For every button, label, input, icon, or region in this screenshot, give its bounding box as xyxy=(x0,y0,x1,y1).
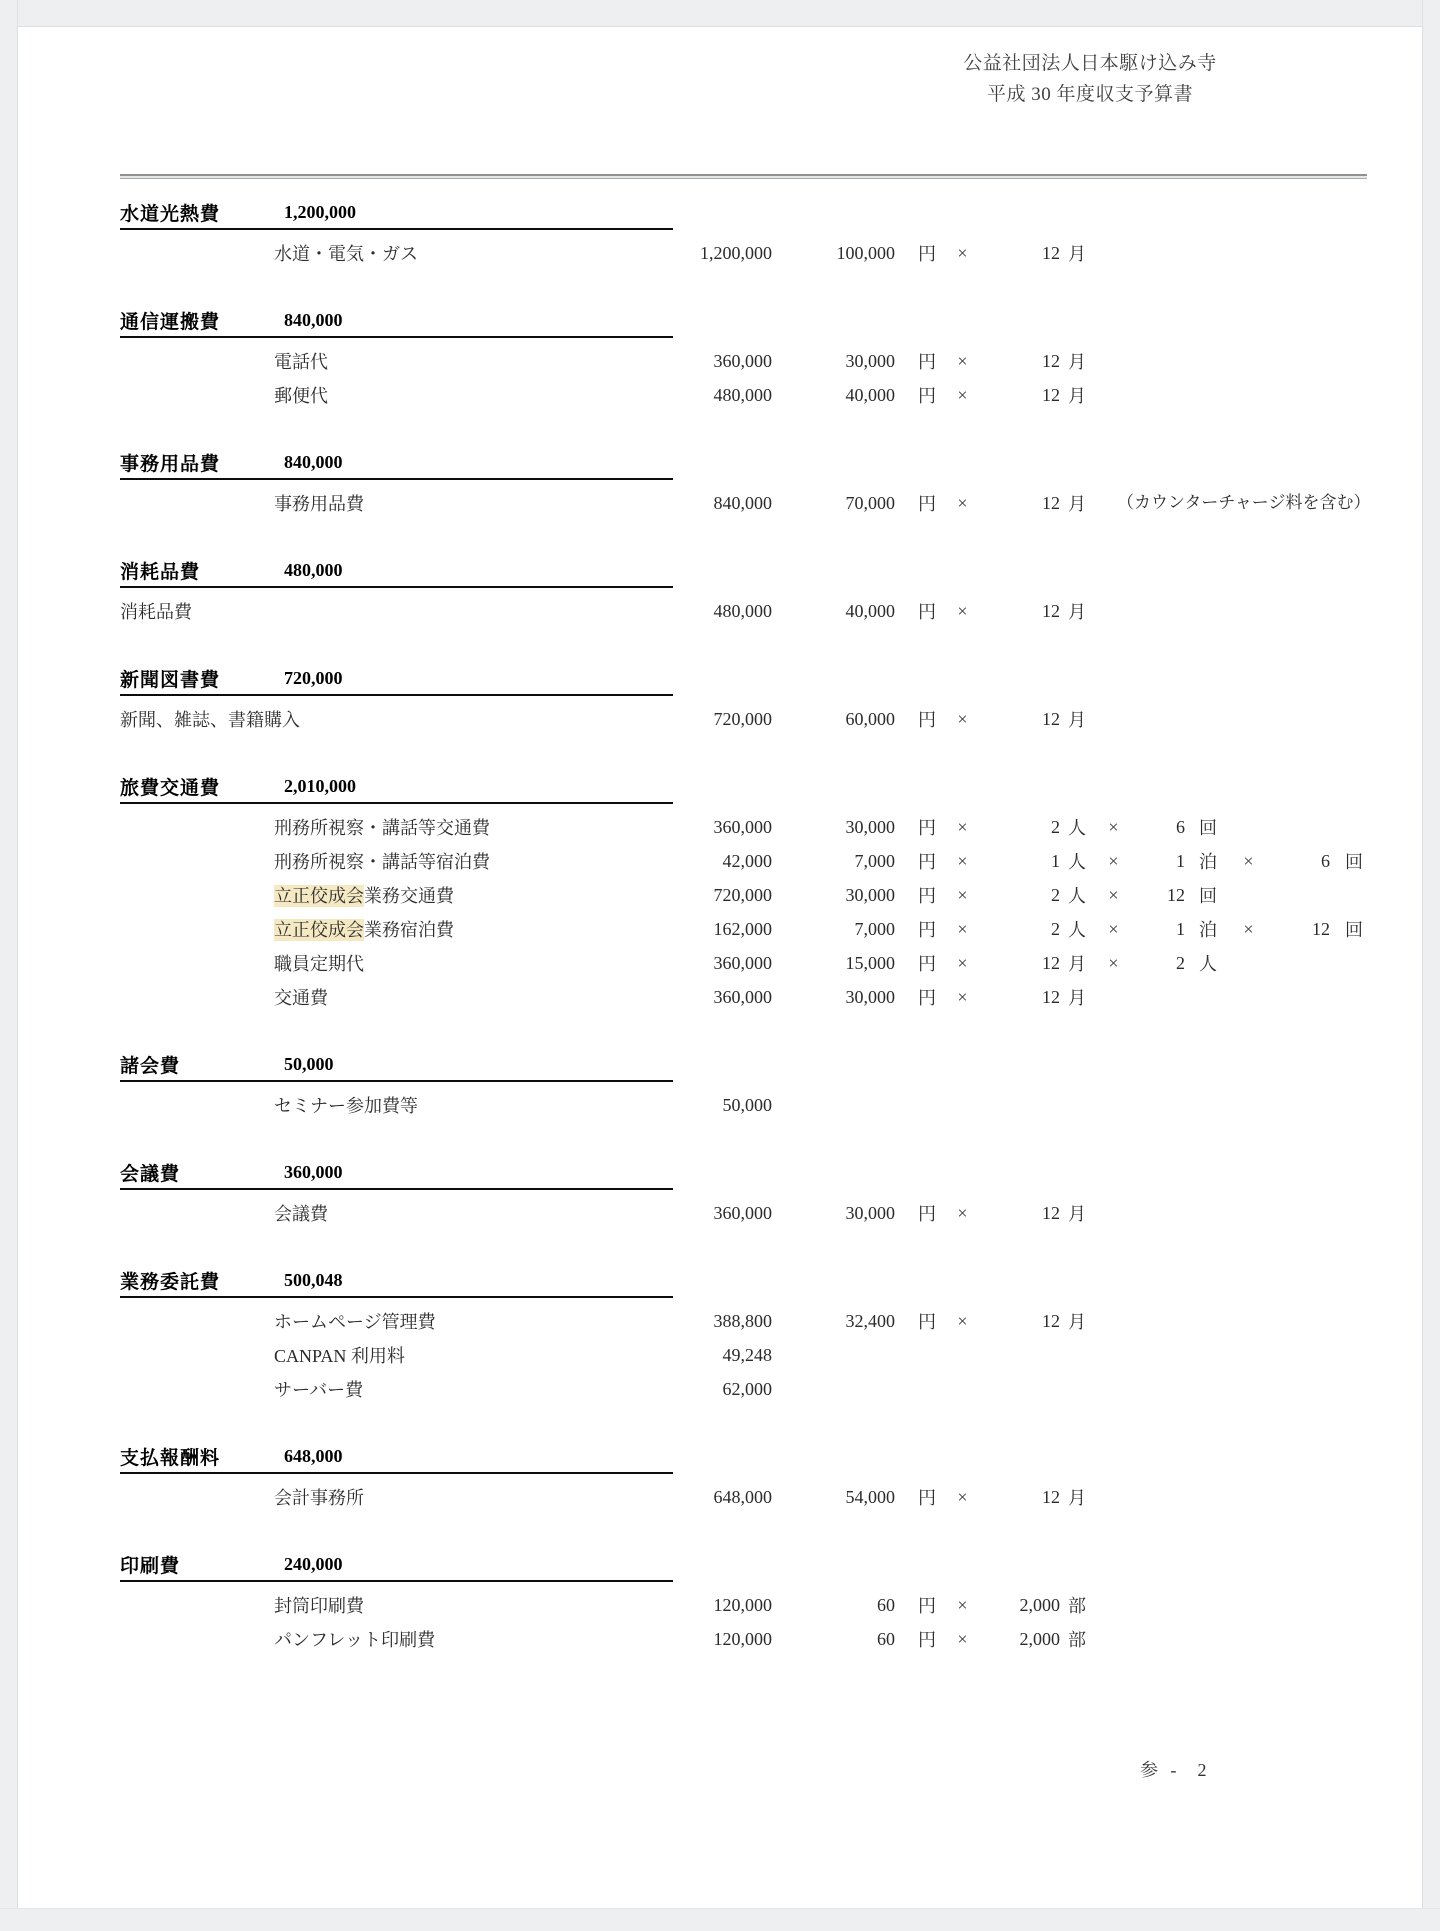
section-header xyxy=(120,662,673,696)
item-label: 封筒印刷費 xyxy=(274,1596,364,1616)
section-rows xyxy=(120,486,1420,520)
category-total: 360,000 xyxy=(284,1161,343,1182)
section-rows xyxy=(120,236,1420,270)
currency-unit: 円 xyxy=(918,1312,936,1332)
item-amount: 42,000 xyxy=(722,850,772,871)
factor-unit-1: 月 xyxy=(1068,244,1086,264)
category-total: 500,048 xyxy=(284,1269,343,1290)
budget-line-item xyxy=(120,1622,1420,1656)
factor-unit-1: 月 xyxy=(1068,352,1086,372)
item-label: 立正佼成会業務交通費 xyxy=(274,886,454,906)
item-amount: 49,248 xyxy=(722,1344,772,1365)
factor-count-1: 12 xyxy=(1042,492,1060,513)
section-rows xyxy=(120,1480,1420,1514)
budget-section xyxy=(120,770,1420,1014)
item-amount: 360,000 xyxy=(713,952,772,973)
multiply-sign: × xyxy=(957,986,968,1007)
section-rows xyxy=(120,594,1420,628)
factor-count-2: 12 xyxy=(1167,884,1185,905)
factor-unit-1: 月 xyxy=(1068,494,1086,514)
item-unit-price: 54,000 xyxy=(845,1486,895,1507)
item-label: 電話代 xyxy=(274,352,328,372)
category-total: 480,000 xyxy=(284,559,343,580)
item-label: 刑務所視察・講話等宿泊費 xyxy=(274,852,490,872)
multiply-sign: × xyxy=(957,918,968,939)
item-label: ホームページ管理費 xyxy=(274,1312,436,1332)
section-header xyxy=(120,1048,673,1082)
section-header xyxy=(120,1156,673,1190)
factor-unit-1: 部 xyxy=(1068,1630,1086,1650)
item-label: サーバー費 xyxy=(274,1380,364,1400)
factor-unit-3: 回 xyxy=(1345,852,1363,872)
multiply-sign: × xyxy=(957,1202,968,1223)
item-label: 新聞、雑誌、書籍購入 xyxy=(120,710,300,730)
item-amount: 62,000 xyxy=(722,1378,772,1399)
item-amount: 388,800 xyxy=(713,1310,772,1331)
multiply-sign-2: × xyxy=(1108,952,1119,973)
currency-unit: 円 xyxy=(918,818,936,838)
category-total: 648,000 xyxy=(284,1445,343,1466)
item-label: 刑務所視察・講話等交通費 xyxy=(274,818,490,838)
item-label: 会計事務所 xyxy=(274,1488,364,1508)
section-header xyxy=(120,304,673,338)
category-name: 業務委託費 xyxy=(120,1271,221,1293)
item-label: 会議費 xyxy=(274,1204,328,1224)
multiply-sign: × xyxy=(957,1628,968,1649)
item-amount: 1,200,000 xyxy=(700,242,772,263)
category-total: 240,000 xyxy=(284,1553,343,1574)
factor-unit-2: 人 xyxy=(1199,954,1217,974)
budget-line-item xyxy=(120,236,1420,270)
section-rows xyxy=(120,1196,1420,1230)
scan-edge-right xyxy=(1422,0,1440,1931)
currency-unit: 円 xyxy=(918,386,936,406)
organization-name: 公益社団法人日本駆け込み寺 xyxy=(963,53,1217,74)
currency-unit: 円 xyxy=(918,954,936,974)
factor-count-1: 1 xyxy=(1051,850,1060,871)
category-name: 旅費交通費 xyxy=(120,777,221,799)
budget-line-item xyxy=(120,946,1420,980)
multiply-sign: × xyxy=(957,884,968,905)
factor-unit-1: 月 xyxy=(1068,602,1086,622)
section-header xyxy=(120,770,673,804)
item-unit-price: 32,400 xyxy=(845,1310,895,1331)
budget-line-item xyxy=(120,378,1420,412)
item-amount: 360,000 xyxy=(713,1202,772,1223)
item-unit-price: 40,000 xyxy=(845,384,895,405)
factor-unit-2: 泊 xyxy=(1199,920,1217,940)
item-amount: 720,000 xyxy=(713,884,772,905)
budget-line-item xyxy=(120,702,1420,736)
factor-count-3: 12 xyxy=(1312,918,1330,939)
category-name: 諸会費 xyxy=(120,1055,181,1077)
item-unit-price: 30,000 xyxy=(845,1202,895,1223)
category-total: 1,200,000 xyxy=(284,201,356,222)
budget-line-item xyxy=(120,344,1420,378)
multiply-sign: × xyxy=(957,242,968,263)
highlighted-text: 立正佼成会 xyxy=(274,886,364,906)
multiply-sign: × xyxy=(957,492,968,513)
item-unit-price: 15,000 xyxy=(845,952,895,973)
item-amount: 360,000 xyxy=(713,816,772,837)
factor-unit-1: 人 xyxy=(1068,818,1086,838)
section-header xyxy=(120,1440,673,1474)
document-title: 平成 30 年度収支予算書 xyxy=(986,84,1193,105)
category-name: 事務用品費 xyxy=(120,453,221,475)
item-amount: 120,000 xyxy=(713,1628,772,1649)
factor-count-2: 2 xyxy=(1176,952,1185,973)
item-amount: 720,000 xyxy=(713,708,772,729)
section-rows xyxy=(120,1304,1420,1406)
item-unit-price: 30,000 xyxy=(845,816,895,837)
scan-edge-bottom xyxy=(0,1908,1440,1931)
budget-section xyxy=(120,1440,1420,1514)
factor-unit-1: 月 xyxy=(1068,954,1086,974)
item-label: 職員定期代 xyxy=(274,954,364,974)
multiply-sign-2: × xyxy=(1108,884,1119,905)
currency-unit: 円 xyxy=(918,1488,936,1508)
item-amount: 480,000 xyxy=(713,384,772,405)
currency-unit: 円 xyxy=(918,1596,936,1616)
item-unit-price: 60,000 xyxy=(845,708,895,729)
currency-unit: 円 xyxy=(918,352,936,372)
multiply-sign-2: × xyxy=(1108,816,1119,837)
currency-unit: 円 xyxy=(918,494,936,514)
item-unit-price: 30,000 xyxy=(845,884,895,905)
item-amount: 840,000 xyxy=(713,492,772,513)
budget-line-item xyxy=(120,1304,1420,1338)
factor-count-2: 1 xyxy=(1176,850,1185,871)
factor-unit-1: 月 xyxy=(1068,386,1086,406)
factor-count-1: 2 xyxy=(1051,918,1060,939)
currency-unit: 円 xyxy=(918,886,936,906)
item-amount: 360,000 xyxy=(713,986,772,1007)
currency-unit: 円 xyxy=(918,920,936,940)
budget-section xyxy=(120,1048,1420,1122)
factor-count-1: 2 xyxy=(1051,884,1060,905)
factor-unit-3: 回 xyxy=(1345,920,1363,940)
item-amount: 120,000 xyxy=(713,1594,772,1615)
multiply-sign-2: × xyxy=(1108,918,1119,939)
factor-count-1: 2,000 xyxy=(1019,1594,1060,1615)
scan-edge-top xyxy=(0,0,1440,27)
factor-count-1: 12 xyxy=(1042,242,1060,263)
currency-unit: 円 xyxy=(918,1204,936,1224)
document-header xyxy=(930,48,1250,110)
item-unit-price: 7,000 xyxy=(854,918,895,939)
currency-unit: 円 xyxy=(918,710,936,730)
budget-line-item xyxy=(120,594,1420,628)
factor-count-1: 12 xyxy=(1042,1486,1060,1507)
item-amount: 50,000 xyxy=(722,1094,772,1115)
item-unit-price: 7,000 xyxy=(854,850,895,871)
category-name: 水道光熱費 xyxy=(120,203,221,225)
budget-line-item xyxy=(120,1088,1420,1122)
factor-unit-1: 月 xyxy=(1068,1312,1086,1332)
category-name: 通信運搬費 xyxy=(120,311,221,333)
multiply-sign: × xyxy=(957,350,968,371)
budget-table xyxy=(120,196,1420,1690)
budget-section xyxy=(120,1264,1420,1406)
category-total: 840,000 xyxy=(284,309,343,330)
category-total: 840,000 xyxy=(284,451,343,472)
budget-section xyxy=(120,304,1420,412)
multiply-sign: × xyxy=(957,384,968,405)
budget-line-item xyxy=(120,486,1420,520)
multiply-sign-2: × xyxy=(1108,850,1119,871)
factor-count-1: 12 xyxy=(1042,1310,1060,1331)
budget-section xyxy=(120,196,1420,270)
category-name: 支払報酬料 xyxy=(120,1447,221,1469)
category-total: 720,000 xyxy=(284,667,343,688)
item-label: CANPAN 利用料 xyxy=(274,1346,405,1366)
budget-line-item xyxy=(120,844,1420,878)
item-unit-price: 60 xyxy=(877,1628,895,1649)
multiply-sign: × xyxy=(957,1594,968,1615)
section-header xyxy=(120,196,673,230)
budget-line-item xyxy=(120,1480,1420,1514)
category-total: 50,000 xyxy=(284,1053,334,1074)
scan-edge-left xyxy=(0,0,18,1931)
item-unit-price: 30,000 xyxy=(845,986,895,1007)
multiply-sign: × xyxy=(957,952,968,973)
category-name: 新聞図書費 xyxy=(120,669,221,691)
header-divider-rule xyxy=(120,174,1367,179)
factor-unit-1: 部 xyxy=(1068,1596,1086,1616)
factor-unit-2: 回 xyxy=(1199,818,1217,838)
category-name: 消耗品費 xyxy=(120,561,201,583)
factor-unit-1: 人 xyxy=(1068,852,1086,872)
currency-unit: 円 xyxy=(918,1630,936,1650)
budget-line-item xyxy=(120,810,1420,844)
section-rows xyxy=(120,344,1420,412)
factor-count-1: 12 xyxy=(1042,600,1060,621)
currency-unit: 円 xyxy=(918,602,936,622)
factor-count-1: 12 xyxy=(1042,384,1060,405)
section-header xyxy=(120,446,673,480)
multiply-sign: × xyxy=(957,600,968,621)
factor-count-1: 2,000 xyxy=(1019,1628,1060,1649)
currency-unit: 円 xyxy=(918,244,936,264)
factor-unit-1: 月 xyxy=(1068,1204,1086,1224)
factor-count-1: 12 xyxy=(1042,952,1060,973)
budget-line-item xyxy=(120,980,1420,1014)
section-rows xyxy=(120,1588,1420,1656)
item-unit-price: 70,000 xyxy=(845,492,895,513)
budget-section xyxy=(120,662,1420,736)
section-rows xyxy=(120,1088,1420,1122)
item-label: 郵便代 xyxy=(274,386,328,406)
multiply-sign: × xyxy=(957,816,968,837)
item-label: 水道・電気・ガス xyxy=(274,244,418,264)
item-unit-price: 30,000 xyxy=(845,350,895,371)
item-label: セミナー参加費等 xyxy=(274,1096,418,1116)
item-note: （カウンターチャージ料を含む） xyxy=(1117,493,1371,512)
factor-count-1: 12 xyxy=(1042,1202,1060,1223)
budget-line-item xyxy=(120,1588,1420,1622)
multiply-sign: × xyxy=(957,1310,968,1331)
budget-line-item xyxy=(120,1372,1420,1406)
multiply-sign-3: × xyxy=(1243,918,1254,939)
item-amount: 162,000 xyxy=(713,918,772,939)
factor-unit-1: 月 xyxy=(1068,710,1086,730)
item-unit-price: 40,000 xyxy=(845,600,895,621)
budget-line-item xyxy=(120,878,1420,912)
item-amount: 360,000 xyxy=(713,350,772,371)
item-unit-price: 60 xyxy=(877,1594,895,1615)
multiply-sign: × xyxy=(957,708,968,729)
factor-unit-1: 人 xyxy=(1068,920,1086,940)
highlighted-text: 立正佼成会 xyxy=(274,920,364,940)
factor-count-1: 12 xyxy=(1042,986,1060,1007)
multiply-sign: × xyxy=(957,850,968,871)
budget-line-item xyxy=(120,1338,1420,1372)
item-unit-price: 100,000 xyxy=(836,242,895,263)
item-label: 消耗品費 xyxy=(120,602,192,622)
factor-unit-1: 月 xyxy=(1068,1488,1086,1508)
section-rows xyxy=(120,810,1420,1014)
budget-section xyxy=(120,446,1420,520)
factor-unit-2: 泊 xyxy=(1199,852,1217,872)
section-header xyxy=(120,554,673,588)
multiply-sign-3: × xyxy=(1243,850,1254,871)
item-label: 事務用品費 xyxy=(274,494,364,514)
factor-count-2: 1 xyxy=(1176,918,1185,939)
category-name: 印刷費 xyxy=(120,1555,181,1577)
budget-section xyxy=(120,1156,1420,1230)
budget-section xyxy=(120,554,1420,628)
factor-count-1: 12 xyxy=(1042,350,1060,371)
budget-line-item xyxy=(120,1196,1420,1230)
multiply-sign: × xyxy=(957,1486,968,1507)
factor-count-1: 2 xyxy=(1051,816,1060,837)
budget-line-item xyxy=(120,912,1420,946)
item-amount: 648,000 xyxy=(713,1486,772,1507)
section-rows xyxy=(120,702,1420,736)
factor-count-2: 6 xyxy=(1176,816,1185,837)
factor-unit-2: 回 xyxy=(1199,886,1217,906)
page-number: 参 - 2 xyxy=(1140,1760,1211,1780)
factor-unit-1: 人 xyxy=(1068,886,1086,906)
section-header xyxy=(120,1264,673,1298)
item-label: 交通費 xyxy=(274,988,328,1008)
section-header xyxy=(120,1548,673,1582)
item-amount: 480,000 xyxy=(713,600,772,621)
factor-count-1: 12 xyxy=(1042,708,1060,729)
item-label: 立正佼成会業務宿泊費 xyxy=(274,920,454,940)
category-total: 2,010,000 xyxy=(284,775,356,796)
currency-unit: 円 xyxy=(918,852,936,872)
currency-unit: 円 xyxy=(918,988,936,1008)
budget-section xyxy=(120,1548,1420,1656)
item-label: パンフレット印刷費 xyxy=(274,1630,436,1650)
factor-count-3: 6 xyxy=(1321,850,1330,871)
category-name: 会議費 xyxy=(120,1163,181,1185)
factor-unit-1: 月 xyxy=(1068,988,1086,1008)
